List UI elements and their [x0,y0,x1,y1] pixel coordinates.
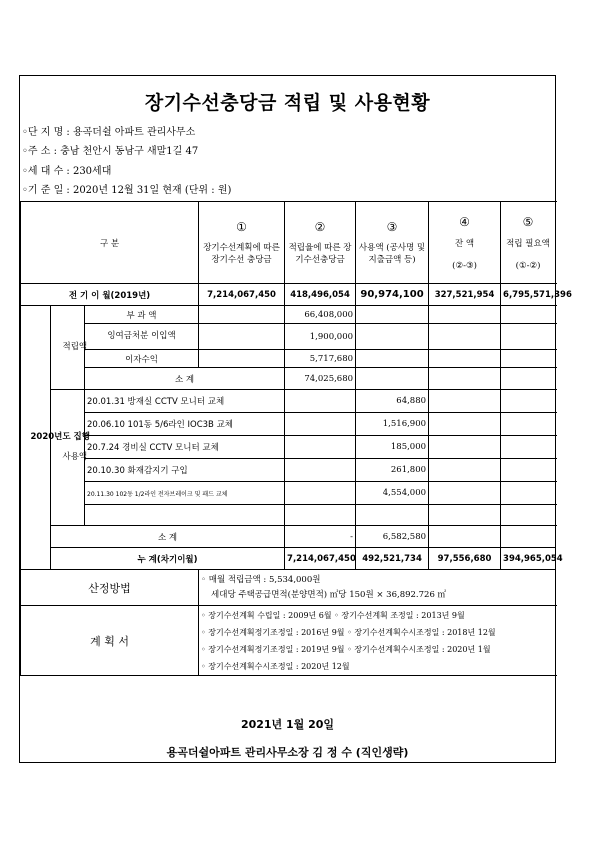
accum-subtotal-label: 소 계 [85,368,285,390]
method-label: 산정방법 [21,570,199,606]
empty-cell [429,482,501,505]
empty-cell [356,350,429,368]
header-col-3-label: 사용액 (공사명 및 지출금액 등) [358,242,426,265]
empty-cell [429,436,501,459]
prev-carryover-row [21,284,556,306]
usage-row [21,459,556,482]
header-gubun: 구 분 [21,202,199,284]
usage-subtotal-row [21,526,556,548]
usage-row [21,436,556,459]
header-col-3-num: ③ [386,219,398,234]
year-label-text: 2020년도 집행 [30,432,90,442]
total-v1: 7,214,067,450 [285,548,356,570]
prev-v2: 418,496,054 [285,284,356,306]
usage-name [85,505,285,526]
usage-v3: 64,880 [356,390,429,413]
fund-table [20,201,572,676]
header-col-2-num: ② [314,219,326,234]
header-col-5-sub: (①-②) [515,260,541,271]
empty-cell [285,505,356,526]
header-col-3 [356,202,429,284]
method-line-1: ◦ 매월 적립금액 : 5,534,000원 [201,574,321,585]
document-frame [19,75,572,763]
info-households: ◦세 대 수 : 230세대 [22,166,112,177]
empty-cell [285,482,356,505]
accum-name: 잉여금처분 이입액 [85,324,199,350]
empty-cell [356,306,429,324]
method-content [199,570,556,606]
document-title: 장기수선충당금 적립 및 사용현황 [144,92,431,114]
empty-cell [501,413,556,436]
empty-cell [356,324,429,350]
empty-cell [501,459,556,482]
accum-subtotal-v2: 74,025,680 [285,368,356,390]
header-col-2 [285,202,356,284]
empty-cell [501,368,556,390]
accum-row [21,350,556,368]
usage-v3: 4,554,000 [356,482,429,505]
header-col-2-label: 적립율에 따른 장기수선충당금 [288,242,352,265]
table-header-row [21,202,556,284]
plan-line-4: ◦ 장기수선계획수시조정일 : 2020년 12월 [201,661,350,671]
total-v2: 492,521,734 [356,548,429,570]
usage-row [21,413,556,436]
accum-name: 부 과 액 [85,306,199,324]
method-line-2: 세대당 주택공급면적(분양면적) ㎡당 150원 × 36,892.726 ㎡ [211,589,447,600]
prev-v3: 90,974,100 [356,284,429,306]
prev-v1: 7,214,067,450 [199,284,285,306]
info-base-date: ◦기 준 일 : 2020년 12월 31일 현재 (단위 : 원) [22,185,232,196]
usage-group-label-text: 사용액 [62,452,88,462]
usage-subtotal-v3: 6,582,580 [356,526,429,548]
header-col-5-label: 적립 필요액 [506,238,550,249]
empty-cell [501,390,556,413]
plan-line-2: ◦ 장기수선계획정기조정일 : 2016년 9월 ◦ 장기수선계획수시조정일 : 2018년 12월 [201,627,496,637]
usage-name: 20.7.24 경비실 CCTV 모니터 교체 [85,436,285,459]
empty-cell [501,306,556,324]
accum-row [21,324,556,350]
prev-v4: 327,521,954 [429,284,501,306]
empty-cell [199,306,285,324]
accum-name: 이자수익 [85,350,199,368]
usage-row [21,505,556,526]
plan-line-3: ◦ 장기수선계획정기조정일 : 2019년 9월 ◦ 장기수선계획수시조정일 : 2020년 1월 [201,644,491,654]
empty-cell [356,368,429,390]
empty-cell [429,459,501,482]
usage-v3: 185,000 [356,436,429,459]
total-label: 누 계(차기이월) [51,548,285,570]
empty-cell [285,390,356,413]
empty-cell [429,505,501,526]
prev-label: 전 기 이 월(2019년) [21,284,199,306]
empty-cell [501,505,556,526]
prev-v5: 6,795,571,396 [501,284,556,306]
plan-label: 계 획 서 [21,606,199,676]
empty-cell [501,324,556,350]
header-col-4-sub: (②-③) [452,260,477,271]
empty-cell [429,306,501,324]
plan-row [21,606,556,676]
empty-cell [429,413,501,436]
accum-row [21,306,556,324]
accum-v2: 5,717,680 [285,350,356,368]
empty-cell [429,350,501,368]
header-col-1 [199,202,285,284]
accum-v2: 1,900,000 [285,324,356,350]
header-col-5-num: ⑤ [522,214,534,229]
usage-row [21,390,556,413]
accum-v2: 66,408,000 [285,306,356,324]
plan-content [199,606,556,676]
empty-cell [501,526,556,548]
usage-subtotal-label: 소 계 [51,526,285,548]
method-row [21,570,556,606]
usage-subtotal-v2: - [285,526,356,548]
usage-v3: 1,516,900 [356,413,429,436]
empty-cell [199,350,285,368]
header-col-1-num: ① [236,219,247,234]
usage-name: 20.11.30 102동 1/2라인 전자브레이크 및 패드 교체 [85,482,285,505]
empty-cell [501,350,556,368]
empty-cell [501,436,556,459]
info-complex-name: ◦단 지 명 : 용곡더쉴 아파트 관리사무소 [22,127,196,138]
empty-cell [429,390,501,413]
empty-cell [429,324,501,350]
total-v4: 394,965,054 [501,548,556,570]
accum-group-label [51,306,88,390]
usage-name: 20.01.31 방재실 CCTV 모니터 교체 [85,390,285,413]
total-v3: 97,556,680 [429,548,501,570]
accum-group-label-text: 적립액 [62,342,88,352]
total-row [21,548,556,570]
header-col-4-num: ④ [459,214,470,229]
usage-name: 20.10.30 화재감지기 구입 [85,459,285,482]
header-col-5 [501,202,556,284]
usage-v3: 261,800 [356,459,429,482]
empty-cell [285,436,356,459]
empty-cell [429,368,501,390]
empty-cell [429,526,501,548]
header-col-4 [429,202,501,284]
empty-cell [285,459,356,482]
empty-cell [199,324,285,350]
usage-row [21,482,556,505]
usage-name: 20.06.10 101동 5/6라인 IOC3B 교체 [85,413,285,436]
header-col-1-label: 장기수선계획에 따른 장기수선 충당금 [203,242,280,265]
empty-cell [285,413,356,436]
issue-date: 2021년 1월 20일 [240,718,335,731]
usage-group-label [51,390,88,526]
accum-subtotal-row [21,368,556,390]
plan-line-1: ◦ 장기수선계획 수립일 : 2009년 6월 ◦ 장기수선계획 조정일 : 2013년 9월 [201,610,465,620]
info-address: ◦주 소 : 충남 천안시 동남구 새말1길 47 [22,146,199,157]
empty-cell [501,482,556,505]
usage-v3 [356,505,429,526]
signature-line: 용곡더쉴아파트 관리사무소장 김 정 수 (직인생략) [166,746,409,759]
header-col-4-label: 잔 액 [454,238,475,249]
